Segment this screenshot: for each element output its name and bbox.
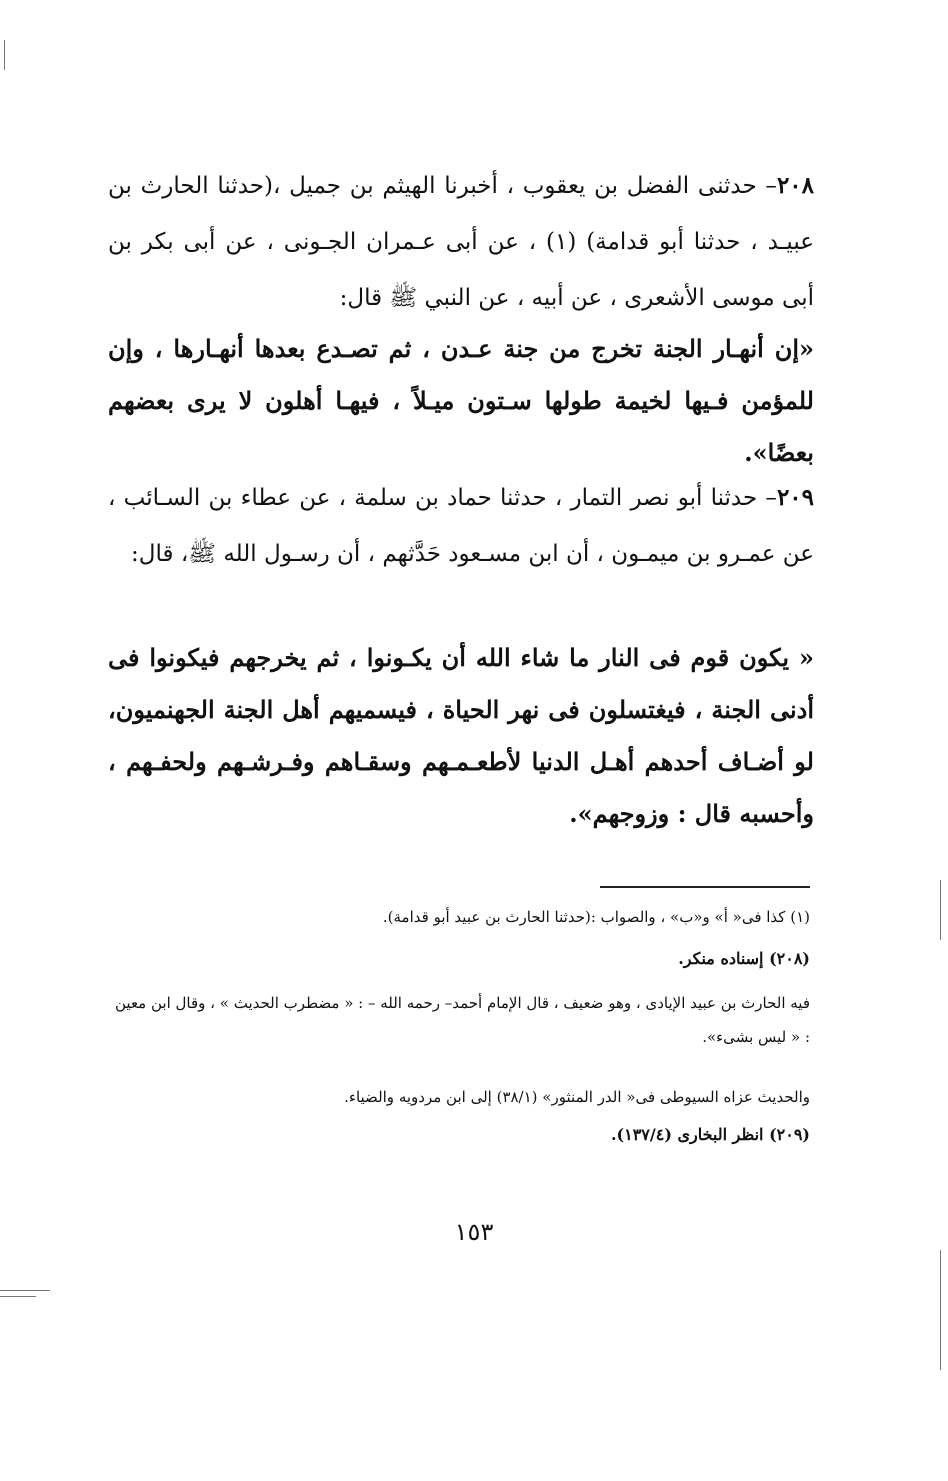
footnote-divider [600,886,810,888]
footnote-208-body: فيه الحارث بن عبيد الإيادى ، وهو ضعيف ، قال الإمام أحمد– رحمه الله – : « مضطرب الحديث » ، وقال ابن معين : « ليس بشىء». [115,994,810,1046]
hadith-209-number: ٢٠٩ [776,484,814,511]
footnote-208-extra: والحديث عزاه السيوطى فى« الدر المنثور» (٣٨/١) إلى ابن مردويه والضياء. [344,1088,810,1106]
scan-artifact-edge [4,40,5,70]
scan-artifact-edge [940,880,941,940]
hadith-209-isnad: – حدثنا أبو نصر التمار ، حدثنا حماد بن سلمة ، عن عطاء بن السـائب ، عن عمـرو بن ميمـون ، أن ابن مسـعود حَدَّثهم ، أن رسـول الله ﷺ، قال: [108,485,814,567]
hadith-208-number: ٢٠٨ [776,172,814,199]
scan-artifact-line [0,1290,50,1291]
footnote-209: (٢٠٩) انظر البخارى (١٣٧/٤). [610,1125,810,1144]
hadith-208-narration [108,158,814,326]
scan-artifact-edge [940,1250,941,1370]
hadith-208-isnad: – حدثنى الفضل بن يعقوب ، أخبرنا الهيثم بن جميل ،(حدثنا الحارث بن عبيـد ، حدثنا أبو قدامة) (١) ، عن أبى عـمران الجـونى ، عن أبى بكر بن أبى موسى الأشعرى ، عن أبيه ، عن النبي ﷺ قال: [108,173,815,311]
scan-artifact-line [0,1296,36,1297]
hadith-208-text: «إن أنهـار الجنة تخرج من جنة عـدن ، ثم تصـدع بعدها أنهـارها ، وإن للمؤمن فـيها لخيمة طولها سـتون ميـلاً ، فيهـا أهلون لا يرى بعضهم بعضًا». [108,334,814,467]
hadith-209-text: « يكون قوم فى النار ما شاء الله أن يكـونوا ، ثم يخرجهم فيكونوا فى أدنى الجنة ، فيغتسلون فى نهر الحياة ، فيسميهم أهل الجنة الجهنميون، لو أضـاف أحدهم أهـل الدنيا لأطعـمـهم وسقـاهم وفـرشـهم ولحفـهم ، وأحسبه قال : وزوجهم». [108,643,814,828]
page-number: ١٥٣ [454,1218,494,1246]
hadith-209-narration [108,470,814,582]
footnote-208-title: (٢٠٨) إسناده منكر. [678,949,810,968]
footnote-1: (١) كذا فى« أ» و«ب» ، والصواب :(حدثنا الحارث بن عبيد أبو قدامة). [382,908,810,926]
